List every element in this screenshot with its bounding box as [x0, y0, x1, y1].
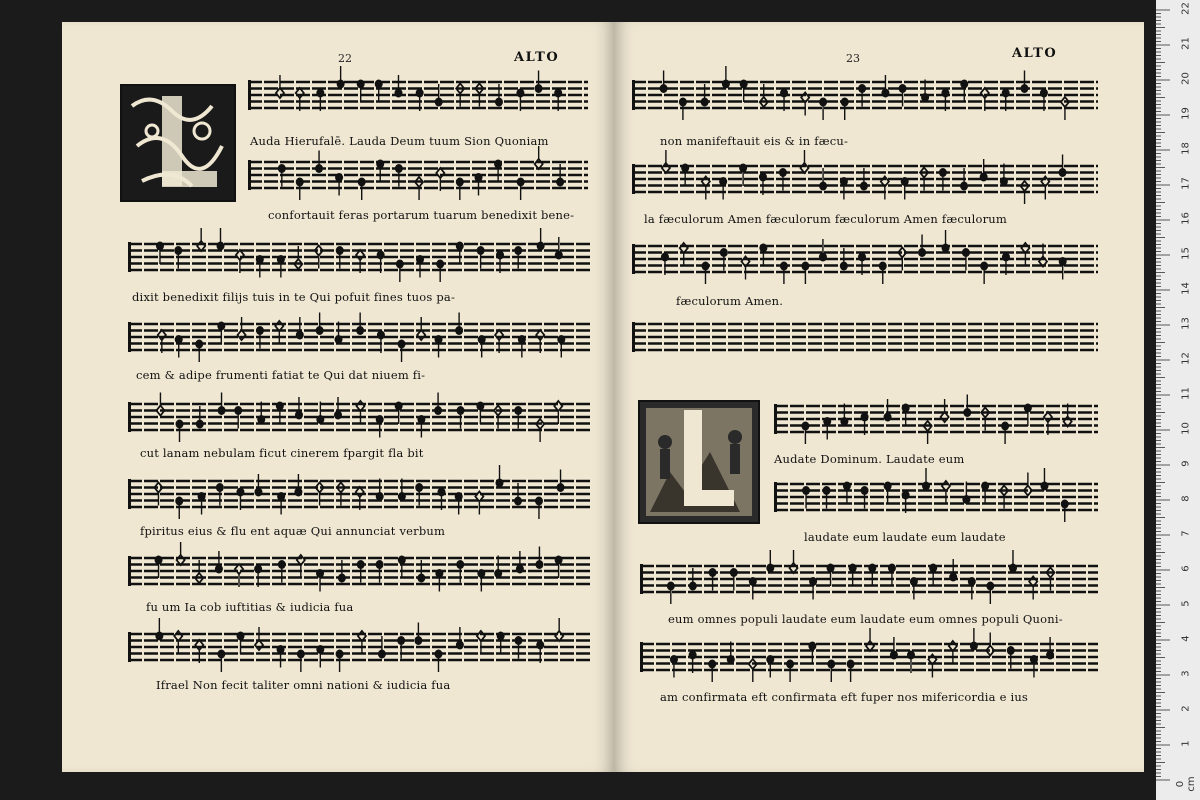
staff-left-5 — [128, 400, 590, 434]
music-note — [475, 492, 483, 515]
ruler-label: 5 — [1180, 600, 1192, 607]
music-note — [197, 228, 205, 251]
music-note — [435, 569, 443, 592]
music-note — [929, 564, 937, 587]
staff-left-8 — [128, 630, 590, 664]
staff-right-1 — [632, 78, 1098, 112]
music-note — [719, 177, 727, 200]
music-note — [681, 164, 689, 187]
music-note — [1009, 550, 1017, 573]
music-note — [981, 482, 989, 505]
music-note — [277, 255, 285, 278]
music-note — [881, 75, 889, 98]
page-number-right: 23 — [846, 52, 860, 65]
music-note — [823, 417, 831, 440]
staff-right-6 — [774, 480, 1098, 514]
voice-heading-left: ALTO — [514, 50, 560, 65]
ruler-label: 2 — [1180, 705, 1192, 712]
music-note — [357, 80, 365, 103]
music-note — [435, 335, 443, 358]
music-note — [398, 556, 406, 579]
staff-start-bar — [774, 404, 777, 434]
music-note — [739, 164, 747, 187]
ruler-label: 12 — [1180, 352, 1192, 365]
music-note — [516, 551, 524, 574]
music-note — [819, 239, 827, 262]
music-note — [296, 317, 304, 340]
music-note — [555, 556, 563, 579]
music-note — [276, 75, 284, 98]
music-note — [800, 150, 808, 173]
music-note — [337, 66, 345, 89]
music-note — [1024, 404, 1032, 427]
lyric-left-8: Ifrael Non fecit taliter omni nationi & iudicia fua — [156, 678, 451, 692]
music-note — [1059, 257, 1067, 280]
lyric-left-5: cut lanam nebulam ficut cinerem fpargit fla bit — [140, 446, 424, 460]
lyric-right-2: la fæculorum Amen fæculorum fæculorum Amen fæculorum — [644, 212, 1008, 226]
music-note — [277, 645, 285, 668]
music-note — [198, 492, 206, 515]
music-note — [759, 244, 767, 267]
lyric-left-7: fu um Ia cob iuftitias & iudicia fua — [146, 600, 354, 614]
music-note — [254, 474, 262, 497]
ruler-label: 9 — [1180, 460, 1192, 467]
music-note — [808, 642, 816, 665]
lyric-right-3: fæculorum Amen. — [676, 294, 784, 308]
staff-start-bar — [632, 164, 635, 194]
ruler-label: 17 — [1180, 177, 1192, 190]
staff-start-bar — [774, 482, 777, 512]
music-note — [215, 551, 223, 574]
staff-start-bar — [248, 80, 251, 110]
music-note — [456, 627, 464, 650]
lyric-right-6: eum omnes populi laudate eum laudate eum omnes populi Quoni- — [668, 612, 1063, 626]
music-note — [475, 173, 483, 196]
music-note — [970, 628, 978, 651]
staff-right-3 — [632, 242, 1098, 276]
music-note — [910, 577, 918, 600]
music-note — [294, 474, 302, 497]
right-page — [614, 22, 1144, 772]
staff-left-1 — [248, 78, 588, 112]
music-note — [849, 564, 857, 587]
music-note — [256, 255, 264, 278]
lyric-left-2: confortauit feras portarum tuarum benedixit bene- — [268, 208, 575, 222]
music-note — [902, 404, 910, 427]
music-note — [334, 397, 342, 420]
staff-start-bar — [128, 479, 131, 509]
lyric-left-6: fpiritus eius & flu ent aquæ Qui annunciat verbum — [140, 524, 446, 538]
ruler-label: 11 — [1180, 387, 1192, 400]
ruler-label: 18 — [1180, 142, 1192, 155]
music-note — [217, 322, 225, 345]
music-note — [216, 228, 224, 251]
ruler-label: 16 — [1180, 212, 1192, 225]
staff-left-7 — [128, 554, 590, 588]
ruler-label: 3 — [1180, 670, 1192, 677]
music-note — [496, 465, 504, 488]
lyric-left-1: Auda Hierufalē. Lauda Deum tuum Sion Quoniam — [250, 134, 549, 148]
decorated-initial-l-left — [120, 84, 236, 202]
music-note — [968, 577, 976, 600]
music-note — [478, 335, 486, 358]
music-note — [277, 492, 285, 515]
ruler-label: 14 — [1180, 282, 1192, 295]
staff-start-bar — [128, 402, 131, 432]
music-note — [942, 230, 950, 253]
music-note — [155, 556, 163, 579]
music-note — [394, 75, 402, 98]
lyric-right-1: non manifeftauit eis & in fæcu- — [660, 134, 849, 148]
music-note — [1040, 468, 1048, 491]
staff-right-7 — [640, 562, 1098, 596]
staff-left-6 — [128, 477, 590, 511]
music-note — [497, 632, 505, 655]
ruler-label: 8 — [1180, 495, 1192, 502]
music-note — [766, 655, 774, 678]
ruler-label: 10 — [1180, 422, 1192, 435]
ruler-ticks — [1156, 0, 1200, 800]
music-note — [175, 335, 183, 358]
music-note — [237, 632, 245, 655]
music-note — [884, 399, 892, 422]
music-note — [980, 159, 988, 182]
music-note — [416, 255, 424, 278]
ruler-label: 1 — [1180, 740, 1192, 747]
music-note — [476, 402, 484, 425]
music-note — [884, 482, 892, 505]
staff-right-2 — [632, 162, 1098, 196]
music-note — [156, 242, 164, 265]
music-note — [555, 618, 563, 641]
music-note — [960, 80, 968, 103]
ruler-label: 21 — [1180, 37, 1192, 50]
music-note — [901, 177, 909, 200]
music-note — [295, 397, 303, 420]
music-note — [1030, 655, 1038, 678]
voice-heading-right: ALTO — [1012, 46, 1058, 61]
music-note — [809, 577, 817, 600]
figurative-initial-woodcut — [640, 402, 758, 522]
lyric-right-5: laudate eum laudate eum laudate — [804, 530, 1006, 544]
staff-start-bar — [632, 244, 635, 274]
music-note — [477, 569, 485, 592]
music-note — [177, 542, 185, 565]
staff-start-bar — [640, 642, 643, 672]
music-note — [749, 577, 757, 600]
staff-right-8 — [640, 640, 1098, 674]
music-note — [316, 569, 324, 592]
music-note — [843, 482, 851, 505]
music-note — [554, 401, 562, 424]
music-note — [316, 645, 324, 668]
music-note — [276, 402, 284, 425]
ruler-label: 7 — [1180, 530, 1192, 537]
staff-start-bar — [128, 556, 131, 586]
ruler-label: 15 — [1180, 247, 1192, 260]
left-page — [62, 22, 614, 772]
lyric-left-4: cem & adipe frumenti fatiat te Qui dat niuem fi- — [136, 368, 426, 382]
music-note — [888, 564, 896, 587]
music-note — [790, 550, 798, 573]
music-note — [155, 618, 163, 641]
ruler-label: 13 — [1180, 317, 1192, 330]
music-note — [922, 468, 930, 491]
decorated-initial-l-right — [638, 400, 760, 524]
lyric-right-7: am confirmata eft confirmata eft fuper nos mifericordia e ius — [660, 690, 1029, 704]
lyric-left-3: dixit benedixit filijs tuis in te Qui pofuit fines tuos pa- — [132, 290, 456, 304]
music-note — [740, 80, 748, 103]
music-note — [949, 559, 957, 582]
music-note — [456, 242, 464, 265]
music-note — [866, 628, 874, 651]
ruler-label: 22 — [1180, 2, 1192, 15]
staff-start-bar — [632, 322, 635, 352]
music-note — [535, 146, 543, 169]
music-note — [557, 335, 565, 358]
music-note — [1046, 637, 1054, 660]
music-note — [555, 237, 563, 260]
music-note — [417, 415, 425, 438]
staff-start-bar — [248, 160, 251, 190]
ruler-label: 20 — [1180, 72, 1192, 85]
music-note — [455, 492, 463, 515]
music-note — [670, 655, 678, 678]
ruler-label: 0 cm — [1175, 776, 1197, 792]
music-note — [376, 160, 384, 183]
music-note — [766, 550, 774, 573]
music-note — [494, 160, 502, 183]
music-note — [335, 173, 343, 196]
staff-start-bar — [128, 322, 131, 352]
music-note — [375, 80, 383, 103]
staff-left-3 — [128, 240, 590, 274]
music-note — [395, 402, 403, 425]
floral-initial-ornament — [122, 86, 234, 200]
measurement-ruler — [1156, 0, 1200, 800]
music-note — [722, 66, 730, 89]
music-note — [518, 335, 526, 358]
music-note — [840, 177, 848, 200]
staff-start-bar — [128, 242, 131, 272]
ruler-label: 4 — [1180, 635, 1192, 642]
music-note — [868, 564, 876, 587]
staff-start-bar — [632, 80, 635, 110]
page-number-left: 22 — [338, 52, 352, 65]
music-note — [537, 228, 545, 251]
music-note — [376, 415, 384, 438]
music-note — [827, 564, 835, 587]
music-note — [890, 637, 898, 660]
staff-start-bar — [128, 632, 131, 662]
lyric-right-4: Audate Dominum. Laudate eum — [774, 452, 965, 466]
staff-right-4-empty — [632, 320, 1098, 354]
ruler-label: 19 — [1180, 107, 1192, 120]
staff-left-2 — [248, 158, 588, 192]
ruler-label: 6 — [1180, 565, 1192, 572]
staff-left-4 — [128, 320, 590, 354]
staff-start-bar — [640, 564, 643, 594]
music-note — [662, 150, 670, 173]
staff-right-5 — [774, 402, 1098, 436]
